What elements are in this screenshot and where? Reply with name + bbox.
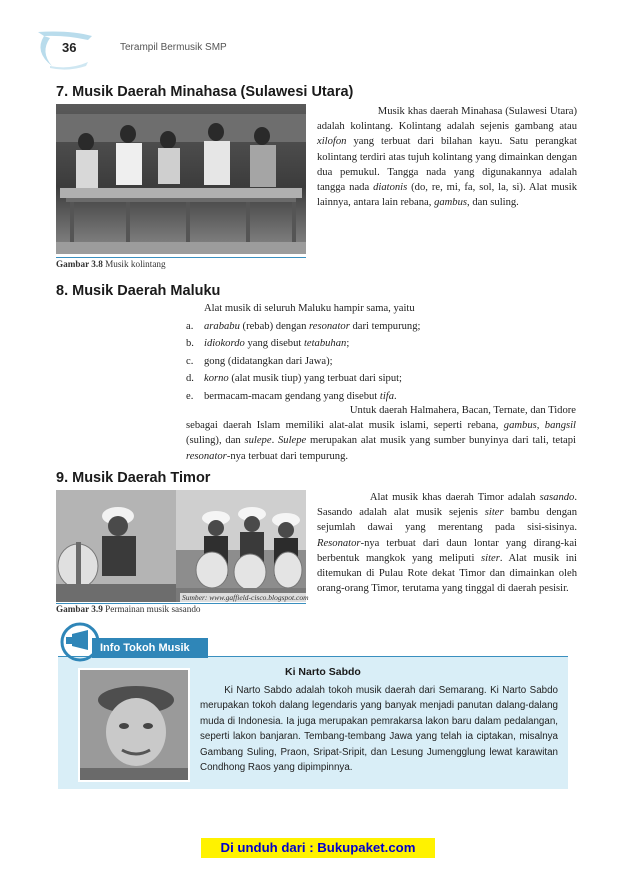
figure-3-8-text: Musik kolintang <box>102 259 166 269</box>
section-8-intro: Alat musik di seluruh Maluku hampir sama, yaitu <box>204 303 415 314</box>
list-item-text: gong (didatangkan dari Jawa); <box>204 355 333 367</box>
section-9-paragraph: Alat musik khas daerah Timor adalah sasando. Sasando adalah alat musik sejenis siter bambu dengan sejumlah dawai yang merentang pada sisi-sisinya. Resonator-nya terbuat dari daun lontar yang dirang-kai berbentuk mangkok yang meliputi siter. Alat musik ini ditemukan di Pulau Rote dekat Timor dan dimainkan oleh orang-orang Timor, terutama yang tinggal di daerah pesisir. <box>317 492 577 595</box>
section-8-heading: 8. Musik Daerah Maluku <box>56 283 221 299</box>
section-8-closing: Untuk daerah Halmahera, Bacan, Ternate, dan Tidore sebagai daerah Islam memiliki alat-alat musik islami, seperti rebana, gambus, bangsil (suling), dan sulepe. Sulepe merupakan alat musik yang sumber bunyinya dari tali, tetapi resonator-nya terbuat dari tempurung. <box>186 405 576 462</box>
ki-narto-sabdo-portrait <box>78 668 190 782</box>
figure-3-9-credit: Sumber: www.gaffield-cisco.blogspot.com <box>182 593 309 602</box>
figure-3-9-caption <box>56 604 201 614</box>
list-item <box>186 370 576 387</box>
kolintang-photo-image <box>56 104 306 254</box>
maluku-instrument-list <box>186 318 576 405</box>
info-paragraph <box>200 683 558 775</box>
section-9-heading: 9. Musik Daerah Timor <box>56 470 211 486</box>
figure-3-9-text: Permainan musik sasando <box>102 604 201 614</box>
page-number: 36 <box>62 40 77 55</box>
list-item-text: bermacam-macam gendang yang disebut tifa. <box>204 390 397 402</box>
sasando-photo <box>56 490 306 602</box>
list-item-marker: d. <box>186 373 194 385</box>
figure-3-9-label: Gambar 3.9 <box>56 604 103 614</box>
list-item-text: korno (alat musik tiup) yang terbuat dari siput; <box>204 373 403 385</box>
list-item <box>186 353 576 370</box>
list-item-marker: a. <box>186 321 194 332</box>
list-item-marker: b. <box>186 338 194 350</box>
info-title: Ki Narto Sabdo <box>285 666 361 678</box>
info-paragraph-text: Ki Narto Sabdo adalah tokoh musik daerah dari Semarang. Ki Narto Sabdo merupakan tokoh dalang legendaris yang banyak menjadi panutan dalang-dalang muda di Indonesia. Ia juga merupakan pemrakarsa lakon baru dalam pedalangan, seperti lakon banjaran. Tembang-tembang Jawa yang telah ia ciptakan, misalnya Gambang Suling, Praon, Sripat-Sripit, dan Lesung Jumengglung lewat karawitan Condhong Raos yang dipimpinnya. <box>200 685 558 774</box>
page-header <box>30 30 610 70</box>
list-item-text: arababu (rebab) dengan resonator dari tempurung; <box>204 321 421 332</box>
portrait-image <box>80 670 190 782</box>
info-tab-label: Info Tokoh Musik <box>92 638 208 658</box>
section-7-paragraph: Musik khas daerah Minahasa (Sulawesi Utara) adalah kolintang. Kolintang adalah sejenis gambang atau xilofon yang terbuat dari bilahan kayu. Satu perangkat kolintang terdiri atas tujuh kolintang yang dimainkan dengan dua pemukul. Tangga nada yang digunakannya adalah tangga nada diatonis (do, re, mi, fa, sol, la, si). Alat musik lainnya, antara lain rebana, gambus, dan suling. <box>317 106 577 209</box>
figure-3-8-label: Gambar 3.8 <box>56 259 103 269</box>
figure-3-8-caption <box>56 259 166 269</box>
sasando-photo-image <box>56 490 306 602</box>
list-item <box>186 318 576 335</box>
list-item-marker: e. <box>186 390 194 402</box>
running-head: Terampil Bermusik SMP <box>120 42 227 53</box>
figure-3-8-rule <box>56 257 306 258</box>
list-item-text: idiokordo yang disebut tetabuhan; <box>204 338 350 350</box>
download-banner[interactable]: Di unduh dari : Bukupaket.com <box>201 838 435 858</box>
list-item-marker: c. <box>186 355 194 367</box>
kolintang-photo <box>56 104 306 254</box>
section-7-heading: 7. Musik Daerah Minahasa (Sulawesi Utara) <box>56 84 354 100</box>
list-item <box>186 335 576 352</box>
